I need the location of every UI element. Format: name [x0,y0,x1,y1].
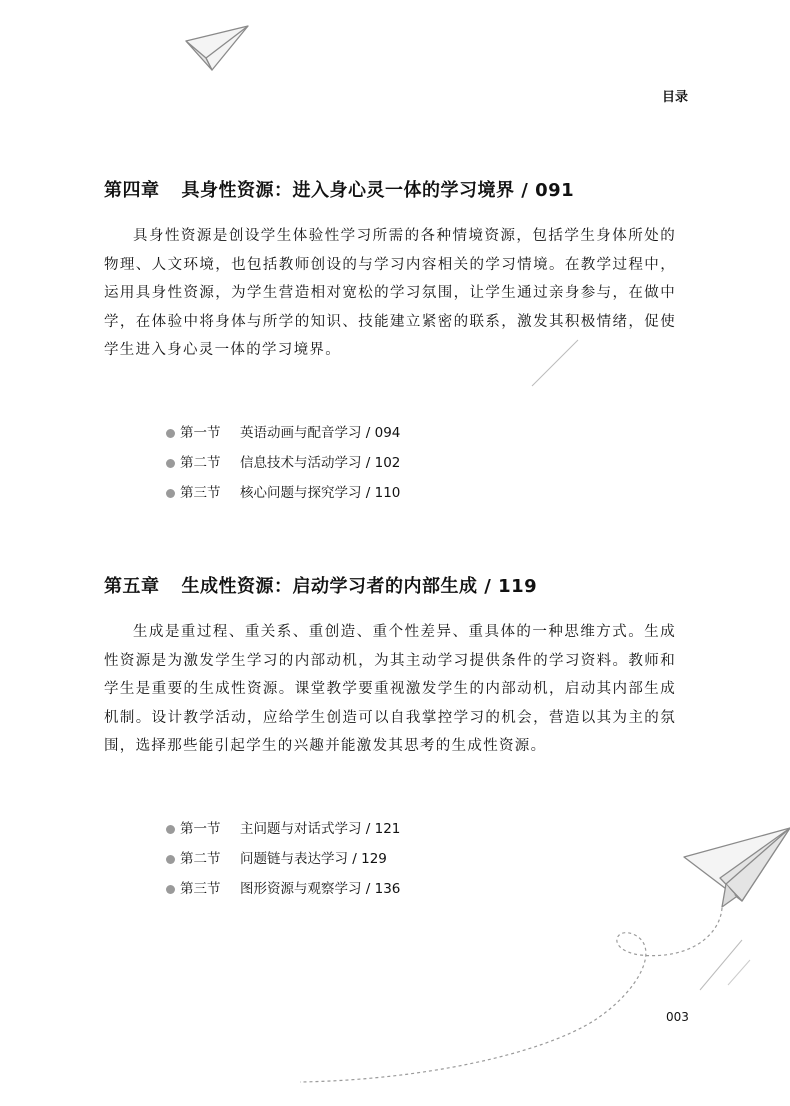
chapter-number: 第五章 [104,576,160,597]
chapter-heading[interactable] [104,176,574,202]
bullet-icon [166,429,175,438]
chapter-heading[interactable] [104,572,537,598]
section-title: 主问题与对话式学习 / 121 [240,821,401,837]
section-title: 核心问题与探究学习 / 110 [240,485,401,501]
bullet-icon [166,825,175,834]
section-entry[interactable] [166,874,400,904]
speed-line [700,940,742,990]
section-list [166,418,400,508]
bullet-icon [166,885,175,894]
bottom-paper-plane-icon [684,828,790,907]
section-title: 图形资源与观察学习 / 136 [240,881,401,897]
running-header: 目录 [662,90,689,105]
section-entry[interactable] [166,418,400,448]
section-number: 第一节 [180,425,221,441]
bullet-icon [166,489,175,498]
chapter-intro: 生成是重过程、重关系、重创造、重个性差异、重具体的一种思维方式。生成性资源是为激发学生学习的内部动机，为其主动学习提供条件的学习资料。教师和学生是重要的生成性资源。课堂教学要重视激发学生的内部动机，启动其内部生成机制。设计教学活动，应给学生创造可以自我掌控学习的机会，营造以其为主的氛围，选择那些能引起学生的兴趣并能激发其思考的生成性资源。 [104,624,676,754]
chapter-title-text: 生成性资源：启动学习者的内部生成 / 119 [181,576,538,597]
flight-trail-icon [300,908,722,1082]
section-title: 信息技术与活动学习 / 102 [240,455,401,471]
section-entry[interactable] [166,814,400,844]
section-title: 英语动画与配音学习 / 094 [240,425,401,441]
section-entry[interactable] [166,844,400,874]
speed-line [728,960,750,985]
chapter-title-text: 具身性资源：进入身心灵一体的学习境界 / 091 [181,180,575,201]
section-entry[interactable] [166,448,400,478]
bullet-icon [166,459,175,468]
section-number: 第三节 [180,881,221,897]
section-number: 第二节 [180,851,221,867]
section-number: 第一节 [180,821,221,837]
chapter-intro: 具身性资源是创设学生体验性学习所需的各种情境资源，包括学生身体所处的物理、人文环境，也包括教师创设的与学习内容相关的学习情境。在教学过程中，运用具身性资源，为学生营造相对宽松的学习氛围，让学生通过亲身参与，在做中学，在体验中将身体与所学的知识、技能建立紧密的联系，激发其积极情绪，促使学生进入身心灵一体的学习境界。 [104,228,676,358]
section-title: 问题链与表达学习 / 129 [240,851,387,867]
section-number: 第三节 [180,485,221,501]
chapter-number: 第四章 [104,180,160,201]
page-number: 003 [666,1010,689,1024]
bullet-icon [166,855,175,864]
section-list [166,814,400,904]
section-entry[interactable] [166,478,400,508]
top-paper-plane-icon [186,26,248,70]
section-number: 第二节 [180,455,221,471]
